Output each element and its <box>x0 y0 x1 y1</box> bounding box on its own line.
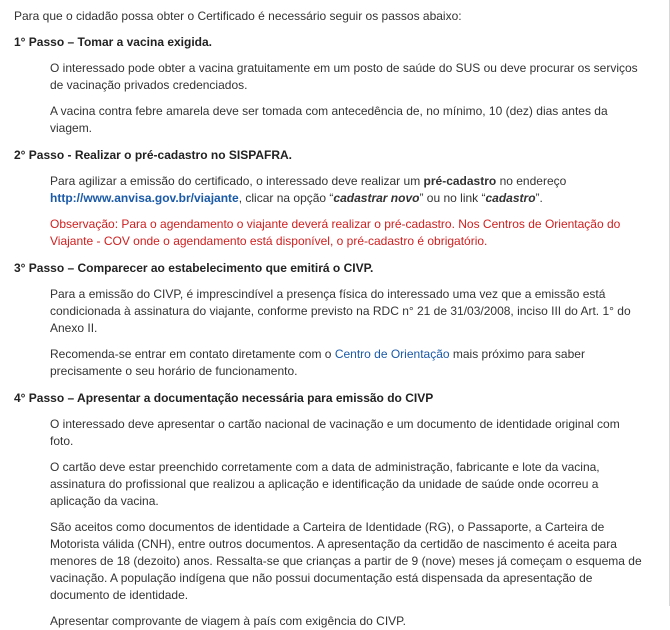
step-1-paragraph-1: O interessado pode obter a vacina gratuitamente em um posto de saúde do SUS ou deve procurar os serviços de vacinação privados credenciados. <box>50 61 638 92</box>
step-2-title: 2° Passo - Realizar o pré-cadastro no SISPAFRA. <box>14 148 292 162</box>
step-2-text-a: Para agilizar a emissão do certificado, o interessado deve realizar um <box>50 174 424 188</box>
step-4-paragraph-4: Apresentar comprovante de viagem à país com exigência do CIVP. <box>50 614 406 628</box>
anvisa-viajante-link[interactable]: http://www.anvisa.gov.br/viajante <box>50 191 239 205</box>
step-2-body <box>14 173 659 250</box>
step-3-text-b: mais próximo para saber precisamente o seu horário de funcionamento. <box>50 347 585 378</box>
step-4-paragraph-2: O cartão deve estar preenchido corretamente com a data de administração, fabricante e lote da vacina, assinatura do profissional que realizou a aplicação e identificação da unidade de saúde onde ocorreu a aplicação da vacina. <box>50 460 600 508</box>
step-4-paragraph-1: O interessado deve apresentar o cartão nacional de vacinação e um documento de identidade original com foto. <box>50 417 620 448</box>
step-3-body <box>14 286 659 380</box>
step-3-paragraph-1: Para a emissão do CIVP, é imprescindível a presença física do interessado uma vez que a emissão está condicionada à assinatura do viajante, conforme previsto na RDC n° 21 de 31/03/2008, inciso III do Art. 1° do Anexo II. <box>50 287 631 335</box>
step-4-body <box>14 416 659 630</box>
step-3-title: 3° Passo – Comparecer ao estabelecimento que emitirá o CIVP. <box>14 261 374 275</box>
cadastrar-novo-option: cadastrar novo <box>333 191 420 205</box>
step-1-body <box>14 60 659 137</box>
pre-cadastro-term: pré-cadastro <box>423 174 497 188</box>
step-2-text-d: , clicar na opção “ <box>238 191 334 205</box>
step-1-title: 1° Passo – Tomar a vacina exigida. <box>14 35 213 49</box>
step-2-text-h: ”. <box>535 191 543 205</box>
step-2-text-f: ” ou no link “ <box>419 191 486 205</box>
step-2-paragraph-1 <box>50 173 645 207</box>
step-2-observation: Observação: Para o agendamento o viajante deverá realizar o pré-cadastro. Nos Centros de Orientação do Viajante - COV onde o agendamento está disponível, o pré-cadastro é obrigatório. <box>50 217 621 248</box>
step-4-title: 4° Passo – Apresentar a documentação necessária para emissão do CIVP <box>14 391 434 405</box>
cadastro-link-label: cadastro <box>485 191 536 205</box>
step-4-paragraph-3: São aceitos como documentos de identidade a Carteira de Identidade (RG), o Passaporte, a Carteira de Motorista válida (CNH), entre outros documentos. A apresentação da certidão de nascimento é aceita para menores de 18 (dezoito) anos. Ressalta-se que crianças a partir de 9 (nove) meses já começam o esquema de vacinação. A população indígena que não possui documentação está dispensada da apresentação de documento de identidade. <box>50 520 642 602</box>
intro-text: Para que o cidadão possa obter o Certificado é necessário seguir os passos abaixo: <box>14 9 462 23</box>
step-1-paragraph-2: A vacina contra febre amarela deve ser tomada com antecedência de, no mínimo, 10 (dez) dias antes da viagem. <box>50 104 608 135</box>
centro-orientacao-link[interactable]: Centro de Orientação <box>334 347 450 361</box>
step-3-text-a: Recomenda-se entrar em contato diretamente com o <box>50 347 335 361</box>
step-2-text-c: no endereço <box>496 174 567 188</box>
step-3-paragraph-2 <box>50 346 645 380</box>
